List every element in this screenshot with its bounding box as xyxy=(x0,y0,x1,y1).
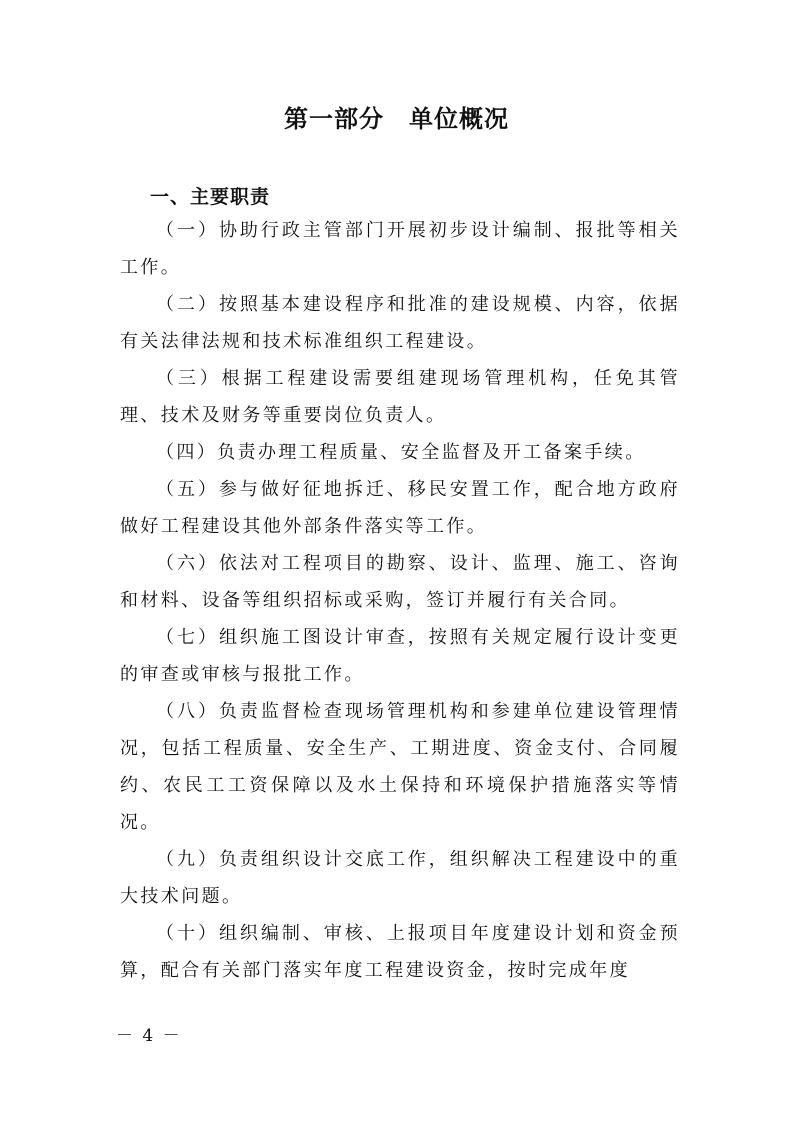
section-heading: 一、主要职责 xyxy=(150,186,271,208)
document-body xyxy=(120,212,680,989)
duty-paragraph-6: （六）依法对工程项目的勘察、设计、监理、施工、咨询和材料、设备等组织招标或采购，签订并履行有关合同。 xyxy=(120,553,680,611)
page-number: － 4 － xyxy=(116,1026,182,1046)
duty-paragraph-10: （十）组织编制、审核、上报项目年度建设计划和资金预算，配合有关部门落实年度工程建设资金，按时完成年度 xyxy=(120,923,680,981)
duty-paragraph-2: （二）按照基本建设程序和批准的建设规模、内容，依据有关法律法规和技术标准组织工程建设。 xyxy=(120,294,680,352)
duty-paragraph-3: （三）根据工程建设需要组建现场管理机构，任免其管理、技术及财务等重要岗位负责人。 xyxy=(120,368,680,426)
duty-paragraph-1: （一）协助行政主管部门开展初步设计编制、报批等相关工作。 xyxy=(120,220,680,278)
page-title: 第一部分 单位概况 xyxy=(284,105,509,133)
duty-paragraph-7: （七）组织施工图设计审查，按照有关规定履行设计变更的审查或审核与报批工作。 xyxy=(120,627,680,685)
duty-paragraph-8: （八）负责监督检查现场管理机构和参建单位建设管理情况，包括工程质量、安全生产、工期进度、资金支付、合同履约、农民工工资保障以及水土保持和环境保护措施落实等情况。 xyxy=(120,701,680,833)
duty-paragraph-5: （五）参与做好征地拆迁、移民安置工作，配合地方政府做好工程建设其他外部条件落实等工作。 xyxy=(120,479,680,537)
duty-paragraph-9: （九）负责组织设计交底工作，组织解决工程建设中的重大技术问题。 xyxy=(120,849,680,907)
duty-paragraph-4: （四）负责办理工程质量、安全监督及开工备案手续。 xyxy=(156,442,646,463)
